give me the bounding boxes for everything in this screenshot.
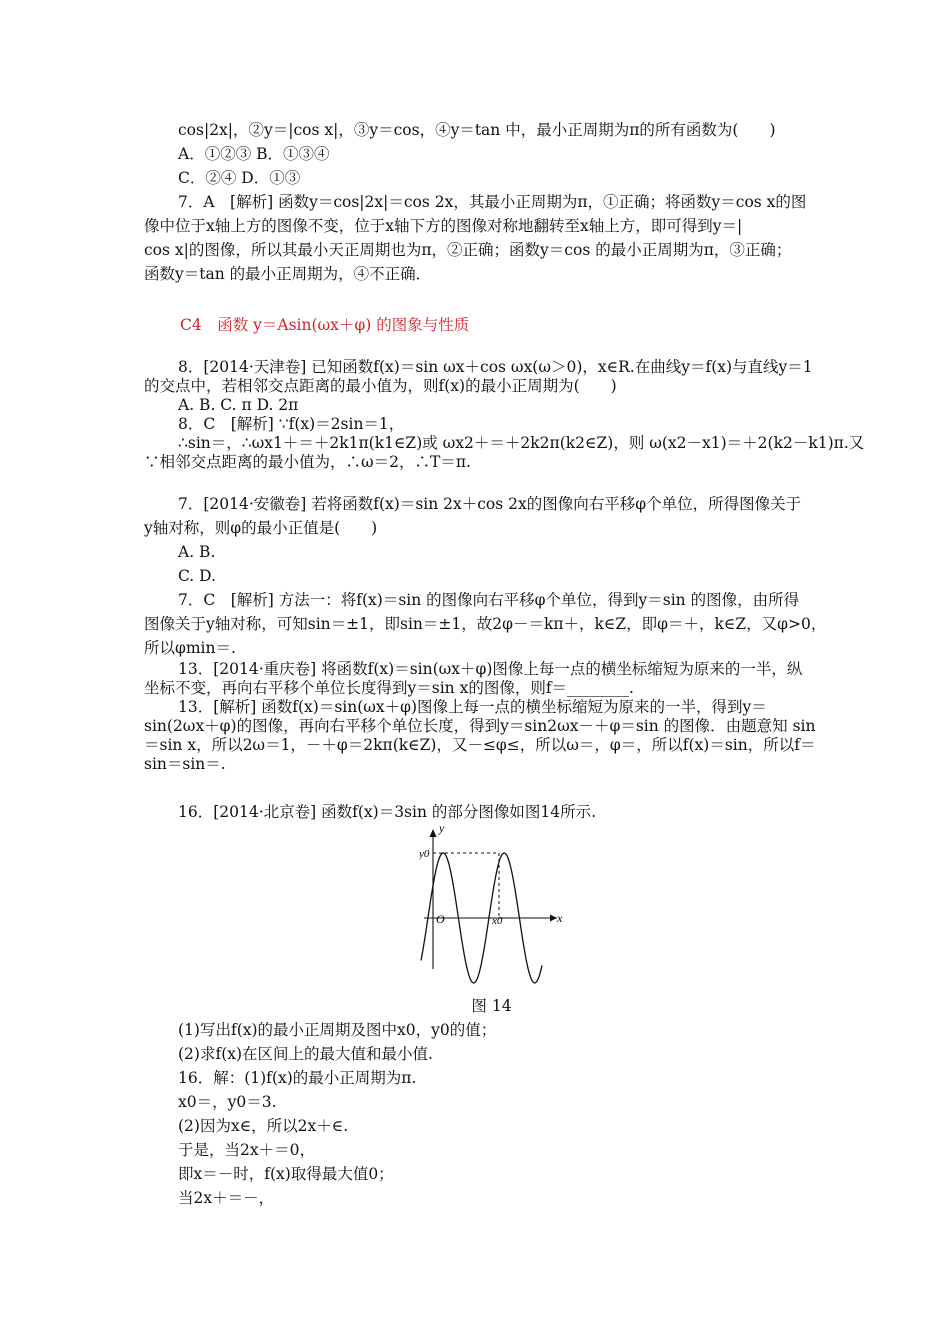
x-axis-label: x [557, 911, 563, 925]
text-line: C. D. [178, 567, 216, 585]
figure-caption: 图 14 [471, 997, 512, 1015]
text-line: 函数y＝tan 的最小正周期为，④不正确． [144, 265, 432, 283]
spacer [144, 338, 809, 358]
spacer [144, 472, 809, 492]
text-line: 坐标不变，再向右平移个单位长度得到y＝sin x的图像，则f＝________. [144, 679, 634, 697]
text-line: ∴sin＝，∴ωx1＋＝＋2k1π(k1∈Z)或 ωx2＋＝＋2k2π(k2∈Z)，则 ω(x2－x1)＝＋2(k2－k1)π.又 [178, 434, 865, 452]
document-page [144, 118, 865, 1210]
text-line: 7．[2014·安徽卷] 若将函数f(x)＝sin 2x＋cos 2x的图像向右平移φ个单位，所得图像关于 [178, 495, 802, 513]
text-line: 像中位于x轴上方的图像不变，位于x轴下方的图像对称地翻转至x轴上方，即可得到y＝| [144, 217, 743, 235]
y-axis-arrow [430, 829, 437, 837]
text-line: 16．解：(1)f(x)的最小正周期为π. [178, 1069, 417, 1087]
text-line: 8．C [解析] ∵f(x)＝2sin＝1， [178, 415, 405, 433]
text-line: 16．[2014·北京卷] 函数f(x)＝3sin 的部分图像如图14所示. [178, 803, 597, 821]
sine-graph [419, 824, 569, 994]
spacer [144, 286, 809, 312]
text-line: cos|2x|，②y＝|cos x|，③y＝cos，④y＝tan 中，最小正周期为π的所有函数为( ) [178, 121, 776, 139]
text-line: (2)求f(x)在区间上的最大值和最小值. [178, 1045, 433, 1063]
text-line: 的交点中，若相邻交点距离的最小值为，则f(x)的最小正周期为( ) [144, 377, 617, 395]
text-line: 13．[解析] 函数f(x)＝sin(ωx＋φ)图像上每一点的横坐标缩短为原来的一半，得到y＝ [178, 698, 767, 716]
text-line: (1)写出f(x)的最小正周期及图中x0，y0的值； [178, 1021, 497, 1039]
text-line: y轴对称，则φ的最小正值是( ) [144, 519, 378, 537]
text-line: 于是，当2x＋＝0， [178, 1141, 315, 1159]
origin-label: O [436, 912, 445, 926]
text-line: A．①②③ B．①③④ [178, 145, 330, 163]
text-line: ＝sin x，所以2ω＝1，－＋φ＝2kπ(k∈Z)，又－≤φ≤，所以ω＝，φ＝，所以f(x)＝sin，所以f＝ [144, 736, 816, 754]
text-line: 13．[2014·重庆卷] 将函数f(x)＝sin(ωx＋φ)图像上每一点的横坐标缩短为原来的一半，纵 [178, 660, 803, 678]
text-line: cos x|的图像，所以其最小天正周期也为π，②正确；函数y＝cos 的最小正周期为π，③正确； [144, 241, 792, 259]
text-line: 图像关于y轴对称，可知sin＝±1，即sin＝±1，故2φ－＝kπ＋，k∈Z，即φ＝＋，k∈Z，又φ>0， [144, 615, 827, 633]
spacer [144, 774, 809, 800]
text-line: 即x＝－时，f(x)取得最大值0； [178, 1165, 394, 1183]
text-line: sin＝sin＝. [144, 755, 226, 773]
y0-label: y0 [419, 848, 430, 860]
text-line: C．②④ D．①③ [178, 169, 301, 187]
text-line: 8．[2014·天津卷] 已知函数f(x)＝sin ωx＋cos ωx(ω＞0)，x∈R.在曲线y＝f(x)与直线y＝1 [178, 358, 813, 376]
text-line: (2)因为x∈，所以2x＋∈. [178, 1117, 349, 1135]
text-line: 7．C [解析] 方法一：将f(x)＝sin 的图像向右平移φ个单位，得到y＝sin 的图像，由所得 [178, 591, 800, 609]
y-axis-label: y [439, 824, 445, 835]
text-line: 当2x＋＝－， [178, 1189, 275, 1207]
text-line: sin(2ωx＋φ)的图像，再向右平移个单位长度，得到y＝sin2ωx－＋φ＝sin 的图像．由题意知 sin [144, 717, 816, 735]
x-axis-arrow [550, 915, 557, 922]
text-line: 7．A [解析] 函数y＝cos|2x|＝cos 2x，其最小正周期为π，①正确；将函数y＝cos x的图 [178, 193, 807, 211]
function-graph-figure [144, 824, 809, 994]
text-line: ∵相邻交点距离的最小值为，∴ω＝2，∴T＝π. [144, 453, 471, 471]
text-line: A. B. [178, 543, 216, 561]
section-heading: C4 函数 y＝Asin(ωx＋φ) 的图象与性质 [180, 316, 470, 334]
text-line: A. B. C. π D. 2π [178, 396, 299, 414]
x0-label: x0 [492, 915, 503, 927]
text-line: x0＝，y0＝3. [178, 1093, 277, 1111]
text-line: 所以φmin＝. [144, 639, 236, 657]
